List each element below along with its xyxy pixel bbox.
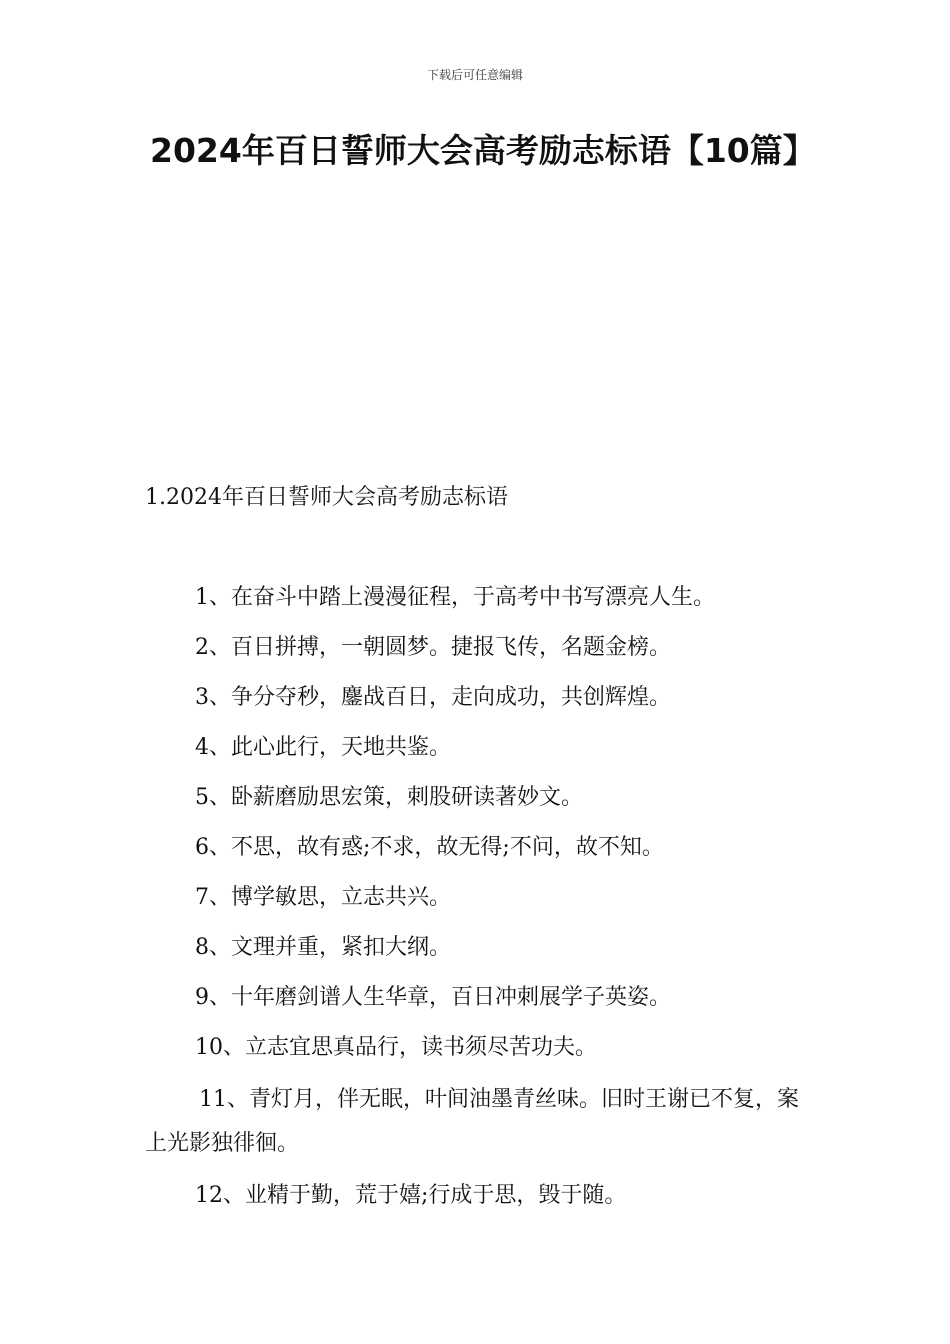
document-title: 2024年百日誓师大会高考励志标语【10篇】: [150, 131, 816, 170]
list-item: 10、立志宜思真品行，读书须尽苦功夫。: [195, 1035, 597, 1060]
list-item: 12、业精于勤，荒于嬉;行成于思，毁于随。: [195, 1183, 627, 1208]
header-note: 下载后可任意编辑: [426, 68, 523, 82]
list-item: 11、青灯月，伴无眠，叶间油墨青丝味。旧时王谢已不复，案上光影独徘徊。: [145, 1087, 799, 1156]
slogan-list: [145, 578, 815, 1226]
section-heading: 1.2024年百日誓师大会高考励志标语: [145, 485, 508, 510]
list-item: 8、文理并重，紧扣大纲。: [195, 935, 451, 960]
list-item: 7、博学敏思，立志共兴。: [195, 885, 451, 910]
list-item: 9、十年磨剑谱人生华章，百日冲刺展学子英姿。: [195, 985, 671, 1010]
list-item: 2、百日拼搏，一朝圆梦。捷报飞传，名题金榜。: [195, 635, 671, 660]
list-item: 5、卧薪磨励思宏策，刺股研读著妙文。: [195, 785, 583, 810]
list-item: 3、争分夺秒，鏖战百日，走向成功，共创辉煌。: [195, 685, 671, 710]
list-item: 6、不思，故有惑;不求，故无得;不问，故不知。: [195, 835, 664, 860]
list-item: 4、此心此行，天地共鉴。: [195, 735, 451, 760]
list-item: 1、在奋斗中踏上漫漫征程，于高考中书写漂亮人生。: [195, 585, 715, 610]
